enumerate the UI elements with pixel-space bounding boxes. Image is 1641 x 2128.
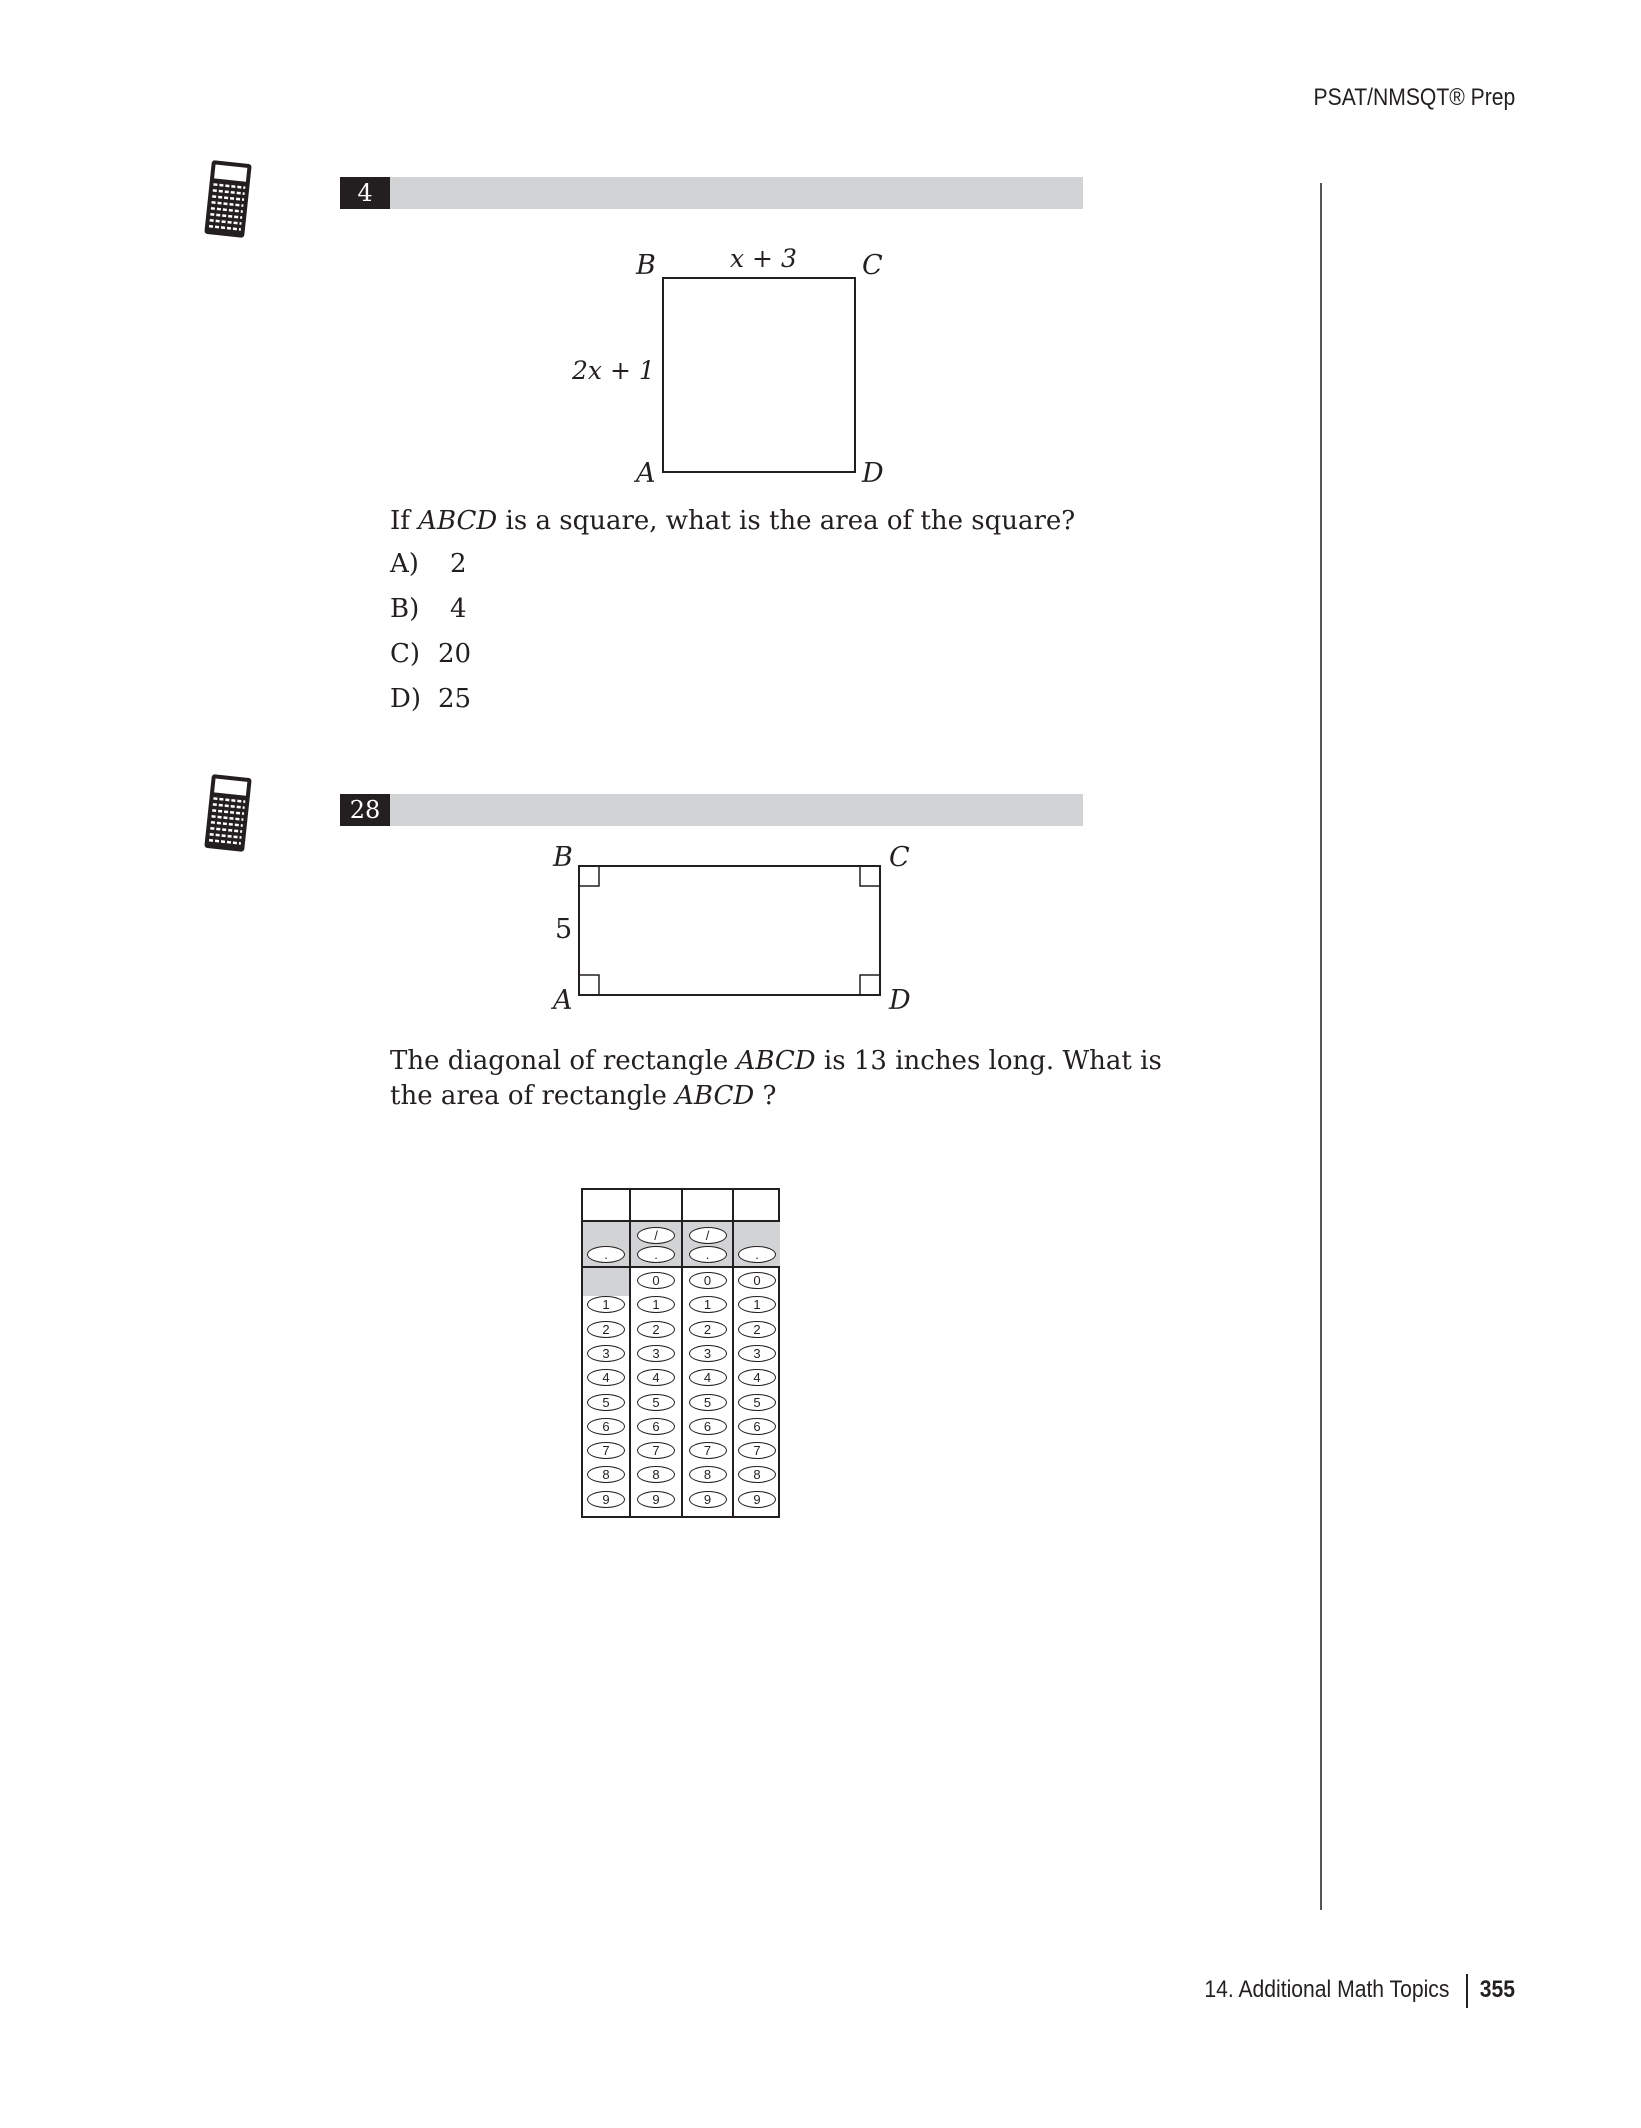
answer-choice-a[interactable]: A) 2 [390,549,467,579]
bubble-digit-5[interactable]: 5 [689,1394,727,1411]
bubble-digit-1[interactable]: 1 [637,1296,675,1313]
bubble-digit-7[interactable]: 7 [738,1442,776,1459]
bubble-digit-3[interactable]: 3 [689,1345,727,1362]
question-prompt-line2: the area of rectangle ABCD ? [390,1081,777,1111]
bubble-digit-0[interactable]: 0 [637,1272,675,1289]
vertex-label: C [862,250,883,281]
grid-column [683,1190,734,1516]
question-prompt: If ABCD is a square, what is the area of the square? [390,506,1076,536]
vertex-label: A [636,458,656,489]
bubble-digit-2[interactable]: 2 [738,1321,776,1338]
question-bar [340,177,1083,209]
question-prompt-line1: The diagonal of rectangle ABCD is 13 inches long. What is [390,1046,1162,1076]
bubble-digit-9[interactable]: 9 [587,1491,625,1508]
bubble-digit-4[interactable]: 4 [587,1369,625,1386]
answer-grid [581,1188,780,1518]
bubble-digit-3[interactable]: 3 [587,1345,625,1362]
bubble-digit-1[interactable]: 1 [689,1296,727,1313]
bubble-decimal[interactable]: . [738,1246,776,1263]
side-label-top: x + 3 [730,244,797,273]
bubble-digit-6[interactable]: 6 [738,1418,776,1435]
side-label-left: 5 [555,914,573,945]
bubble-digit-5[interactable]: 5 [587,1394,625,1411]
bubble-digit-8[interactable]: 8 [689,1466,727,1483]
margin-divider [1320,183,1322,1910]
bubble-decimal[interactable]: . [689,1246,727,1263]
bubble-digit-0[interactable]: 0 [689,1272,727,1289]
bubble-digit-3[interactable]: 3 [637,1345,675,1362]
bubble-decimal[interactable]: . [637,1246,675,1263]
vertex-label: A [553,985,573,1016]
answer-choice-d[interactable]: D) 25 [390,684,472,714]
question-number: 4 [340,177,390,209]
bubble-digit-7[interactable]: 7 [637,1442,675,1459]
bubble-digit-8[interactable]: 8 [587,1466,625,1483]
calculator-icon [202,160,254,238]
question-number: 28 [340,794,390,826]
vertex-label: C [889,842,910,873]
grid-column [631,1190,683,1516]
bubble-digit-9[interactable]: 9 [689,1491,727,1508]
bubble-digit-0[interactable]: 0 [738,1272,776,1289]
vertex-label: D [889,985,911,1016]
bubble-digit-9[interactable]: 9 [738,1491,776,1508]
vertex-label: B [636,250,656,281]
side-label-left: 2x + 1 [572,356,655,385]
grid-column [734,1190,780,1516]
bubble-digit-7[interactable]: 7 [689,1442,727,1459]
footer-chapter: 14. Additional Math Topics [1204,1976,1449,2003]
rectangle-figure [577,864,883,998]
bubble-digit-4[interactable]: 4 [738,1369,776,1386]
bubble-digit-8[interactable]: 8 [738,1466,776,1483]
running-header: PSAT/NMSQT® Prep [1313,84,1515,111]
bubble-digit-4[interactable]: 4 [689,1369,727,1386]
bubble-slash[interactable]: / [689,1227,727,1244]
bubble-digit-6[interactable]: 6 [689,1418,727,1435]
bubble-slash[interactable]: / [637,1227,675,1244]
bubble-digit-2[interactable]: 2 [689,1321,727,1338]
bubble-digit-4[interactable]: 4 [637,1369,675,1386]
grid-column [583,1190,631,1516]
vertex-label: D [862,458,884,489]
bubble-digit-5[interactable]: 5 [738,1394,776,1411]
calculator-icon [202,774,254,852]
bubble-digit-5[interactable]: 5 [637,1394,675,1411]
bubble-digit-2[interactable]: 2 [587,1321,625,1338]
bubble-digit-6[interactable]: 6 [587,1418,625,1435]
bubble-digit-6[interactable]: 6 [637,1418,675,1435]
grid-divider [583,1266,629,1268]
bubble-digit-3[interactable]: 3 [738,1345,776,1362]
page-number: 355 [1479,1976,1515,2003]
bubble-digit-8[interactable]: 8 [637,1466,675,1483]
answer-choice-c[interactable]: C) 20 [390,639,472,669]
bubble-digit-1[interactable]: 1 [738,1296,776,1313]
bubble-digit-7[interactable]: 7 [587,1442,625,1459]
answer-choice-b[interactable]: B) 4 [390,594,467,624]
bubble-digit-2[interactable]: 2 [637,1321,675,1338]
question-bar [340,794,1083,826]
vertex-label: B [553,842,573,873]
footer-divider [1466,1974,1468,2008]
bubble-digit-1[interactable]: 1 [587,1296,625,1313]
bubble-decimal[interactable]: . [587,1246,625,1263]
bubble-digit-9[interactable]: 9 [637,1491,675,1508]
square-figure [662,277,856,473]
